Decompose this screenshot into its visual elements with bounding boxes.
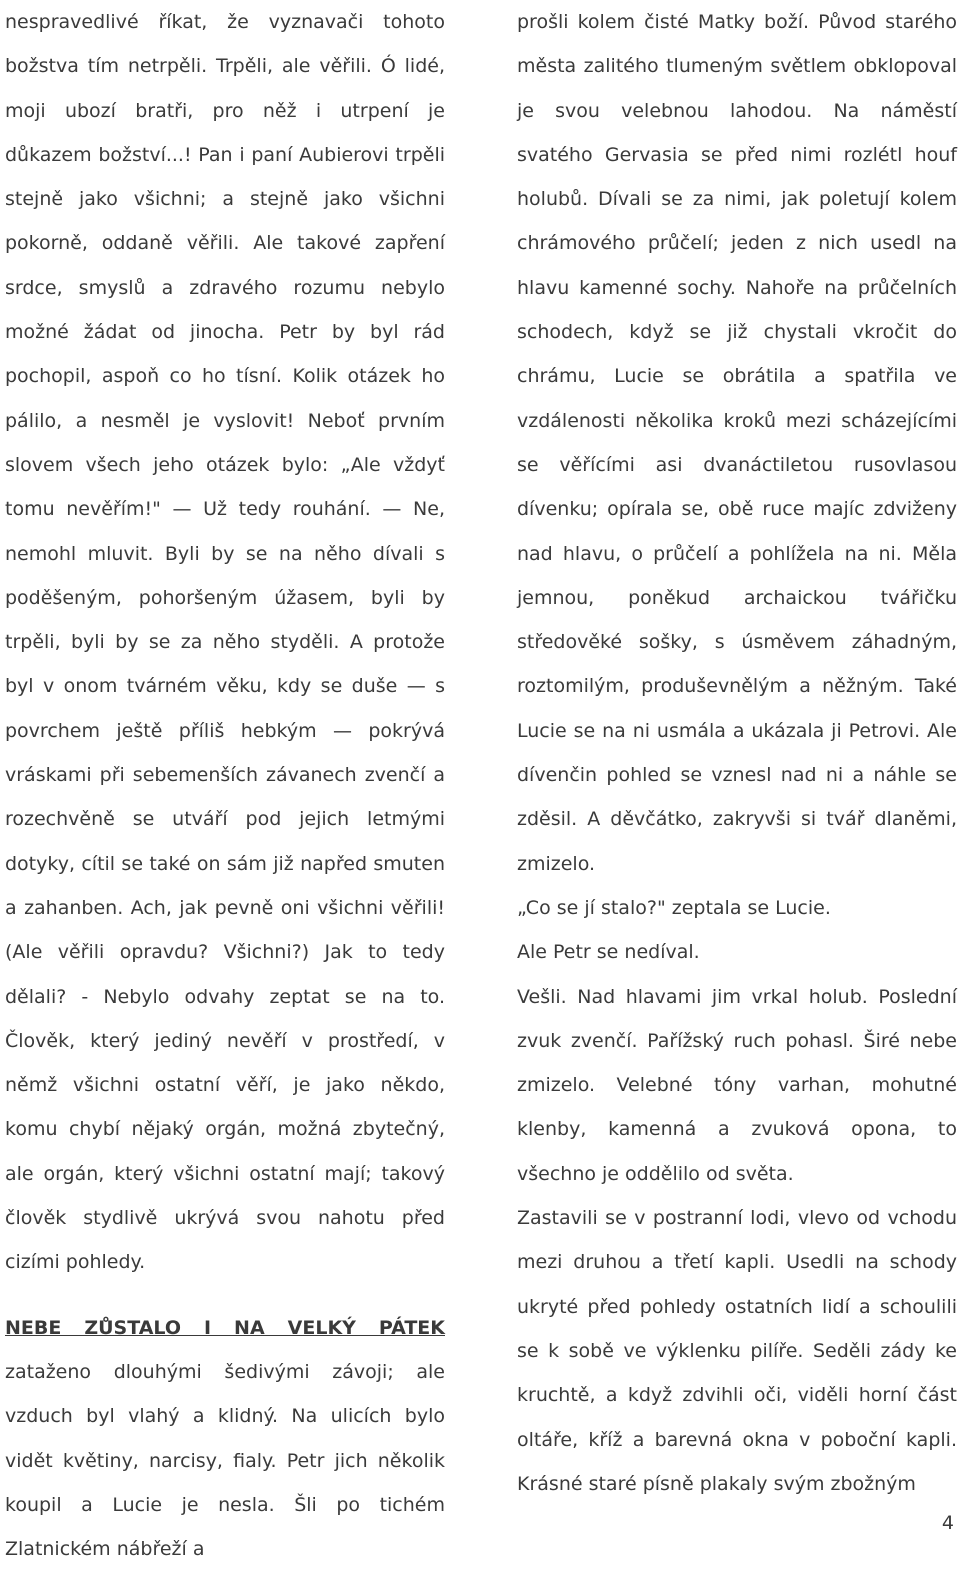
paragraph-right-2: „Co se jí stalo?" zeptala se Lucie.	[517, 896, 831, 919]
paragraph-left-2-text: zataženo dlouhými šedivými závoji; ale vzduch byl vlahý a klidný. Na ulicích bylo vidět květiny, narcisy, fialy. Petr jich několik koupil a Lucie je nesla. Šli po tichém Zlatnickém nábřeží a	[5, 1360, 445, 1561]
paragraph-left-1: nespravedlivé říkat, že vyznavači tohoto božstva tím netrpěli. Trpěli, ale věřili. Ó lidé, moji ubozí bratři, pro něž i utrpení je důkazem božství...! Pan i paní Aubierovi trpěli stejně jako všichni; a stejně jako všichni pokorně, oddaně věřili. Ale takové zapření srdce, smyslů a zdravého rozumu nebylo možné žádat od jinocha. Petr by byl rád pochopil, aspoň co ho tísní. Kolik otázek ho pálilo, a nesměl je vyslovit! Neboť prvním slovem všech jeho otázek bylo: „Ale vždyť tomu nevěřím!" — Už tedy rouhání. — Ne, nemohl mluvit. Byli by se na něho dívali s poděšeným, pohoršeným úžasem, byli by trpěli, byli by se za něho styděli. A protože byl v onom tvárném věku, kdy se duše — s povrchem ještě příliš hebkým — pokrývá vráskami při sebemenších závanech zvenčí a rozechvěně se utváří pod jejich letmými dotyky, cítil se také on sám již napřed smuten a zahanben. Ach, jak pevně oni všichni věřili! (Ale věřili opravdu? Všichni?) Jak to tedy dělali? - Nebylo odvahy zeptat se na to. Člověk, který jediný nevěří v prostředí, v němž všichni ostatní věří, je jako někdo, komu chybí nějaký orgán, možná zbytečný, ale orgán, který všichni ostatní mají; takový člověk stydlivě ukrývá svou nahotu před cizími pohledy.	[5, 11, 445, 1274]
paragraph-right-4: Vešli. Nad hlavami jim vrkal holub. Poslední zvuk zvenčí. Pařížský ruch pohasl. Širé nebe zmizelo. Velebné tóny varhan, mohutné klenby, kamenná a zvuková opona, to všechno je oddělilo od světa.	[517, 985, 957, 1185]
paragraph-right-1: prošli kolem čisté Matky boží. Původ starého města zalitého tlumeným světlem obklopoval je svou velebnou lahodou. Na náměstí svatého Gervasia se před nimi rozlétl houf holubů. Dívali se za nimi, jak poletují kolem chrámového průčelí; jeden z nich usedl na hlavu kamenné sochy. Nahoře na průčelních schodech, když se již chystali vkročit do chrámu, Lucie se obrátila a spatřila ve vzdálenosti několika kroků mezi scházejícími se věřícími asi dvanáctiletou rusovlasou dívenku; opírala se, obě ruce majíc zdviženy nad hlavu, o průčelí a pohlížela na ni. Měla jemnou, poněkud archaickou tvářičku středověké sošky, s úsměvem záhadným, roztomilým, produševnělým a něžným. Také Lucie se na ni usmála a ukázala ji Petrovi. Ale dívenčin pohled se vznesl nad ni a náhle se zděsil. A děvčátko, zakryvši si tvář dlaněmi, zmizelo.	[517, 11, 957, 875]
paragraph-right-5: Zastavili se v postranní lodi, vlevo od vchodu mezi druhou a třetí kapli. Usedli na schody ukryté před pohledy ostatních lidí a schoulili se k sobě ve výklenku pilíře. Seděli zády ke kruchtě, a když zdvihli oči, viděli horní část oltáře, kříž a barevná okna v poboční kapli. Krásné staré písně plakaly svým zbožným	[517, 1207, 957, 1495]
section-heading: NEBE ZŮSTALO I NA VELKÝ PÁTEK	[5, 1316, 445, 1339]
page-number: 4	[941, 1512, 954, 1534]
paragraph-left-2	[5, 1306, 445, 1571]
paragraph-right-3: Ale Petr se nedíval.	[517, 941, 700, 964]
right-column	[517, 0, 957, 1506]
left-column	[5, 0, 445, 1571]
